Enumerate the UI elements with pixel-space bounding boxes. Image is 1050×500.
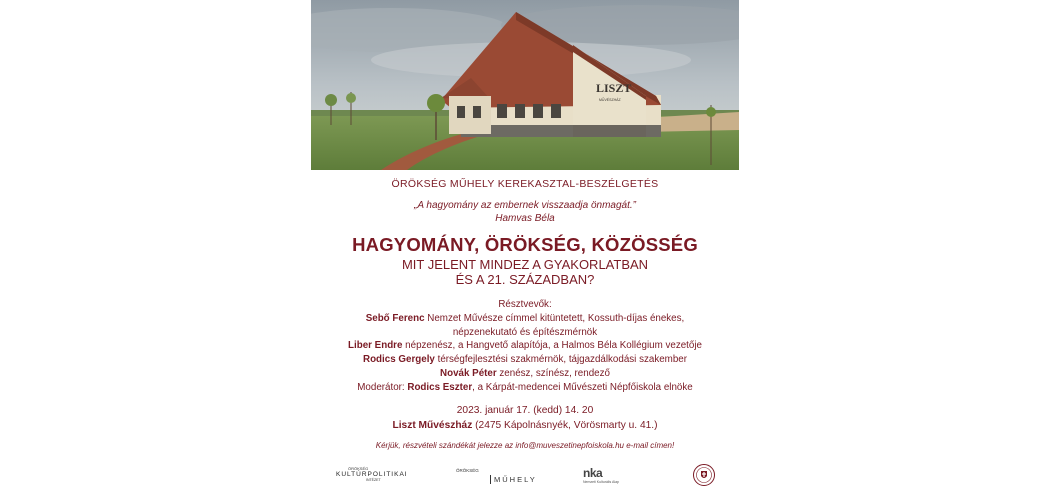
logo2-main: MŰHELY — [490, 475, 551, 484]
participant-1-desc-cont: népzenekutató és építészmérnök — [452, 326, 598, 338]
participant-2-desc: népzenész, a Hangvető alapítója, a Halmos Béla Kollégium vezetője — [402, 340, 702, 352]
participant-3 — [311, 353, 739, 367]
sign-sub-text: MŰVÉSZHÁZ — [599, 98, 621, 102]
moderator-label: Moderátor: — [357, 381, 408, 393]
participant-2-name: Liber Endre — [348, 340, 403, 352]
logo1-top: ÖRÖKSÉG — [348, 466, 369, 471]
logo1-sub: INTÉZET — [366, 478, 381, 482]
participant-1 — [311, 312, 739, 326]
moderator — [311, 381, 739, 395]
event-venue — [311, 418, 739, 433]
participant-1-name: Sebő Ferenc — [365, 312, 425, 324]
sign-main-text: LISZT — [596, 81, 632, 95]
event-details — [311, 403, 739, 433]
venue-name: Liszt Művészház — [392, 420, 473, 431]
crest-emblem-icon — [693, 464, 715, 488]
quote-text: „A hagyomány az embernek visszaadja önmagát.” — [414, 200, 636, 211]
rsvp-note: Kérjük, részvételi szándékát jelezze az info@muveszetinepfoiskola.hu e-mail címen! — [375, 441, 675, 450]
venue-photo-illustration — [311, 0, 739, 170]
orokseg-muhely-logo — [456, 468, 551, 484]
quote-author: Hamvas Béla — [495, 213, 555, 224]
participants-label: Résztvevők: — [498, 299, 552, 310]
kulturpolitikai-intezet-logo — [336, 466, 416, 482]
participant-1-desc: Nemzet Művésze címmel kitüntetett, Kossuth-díjas énekes, — [424, 312, 685, 324]
participant-3-name: Rodics Gergely — [363, 354, 435, 366]
subtitle-line-1: MIT JELENT MINDEZ A GYAKORLATBAN — [401, 257, 649, 272]
venue-photo — [311, 0, 739, 170]
logo3-main: nka — [583, 466, 603, 480]
logo2-top: ÖRÖKSÉG — [456, 468, 479, 473]
logo3-sub: Nemzeti Kulturális Alap — [583, 480, 619, 484]
subtitle-line-2: ÉS A 21. SZÁZADBAN? — [455, 272, 595, 287]
event-subtitle — [311, 257, 739, 287]
participant-3-desc: térségfejlesztési szakmérnök, tájgazdálkodási szakember — [434, 354, 687, 366]
event-headline: HAGYOMÁNY, ÖRÖKSÉG, KÖZÖSSÉG — [352, 234, 698, 255]
event-datetime: 2023. január 17. (kedd) 14. 20 — [456, 405, 594, 416]
quote-block — [311, 199, 739, 225]
participants-list — [311, 298, 739, 395]
participant-4-name: Novák Péter — [440, 367, 497, 379]
participant-4-desc: zenész, színész, rendező — [496, 367, 610, 379]
sponsor-logos — [311, 458, 739, 500]
participant-2 — [311, 339, 739, 353]
series-title: ÖRÖKSÉG MŰHELY KEREKASZTAL-BESZÉLGETÉS — [391, 178, 659, 190]
moderator-desc: , a Kárpát-medencei Művészeti Népfőiskola elnöke — [472, 381, 693, 393]
venue-address: (2475 Kápolnásnyék, Vörösmarty u. 41.) — [472, 420, 658, 431]
logo1-main: KULTÚRPOLITIKAI — [336, 471, 408, 478]
nka-logo — [583, 466, 653, 484]
event-poster — [311, 0, 739, 500]
moderator-name: Rodics Eszter — [407, 381, 473, 393]
participant-4 — [311, 367, 739, 381]
